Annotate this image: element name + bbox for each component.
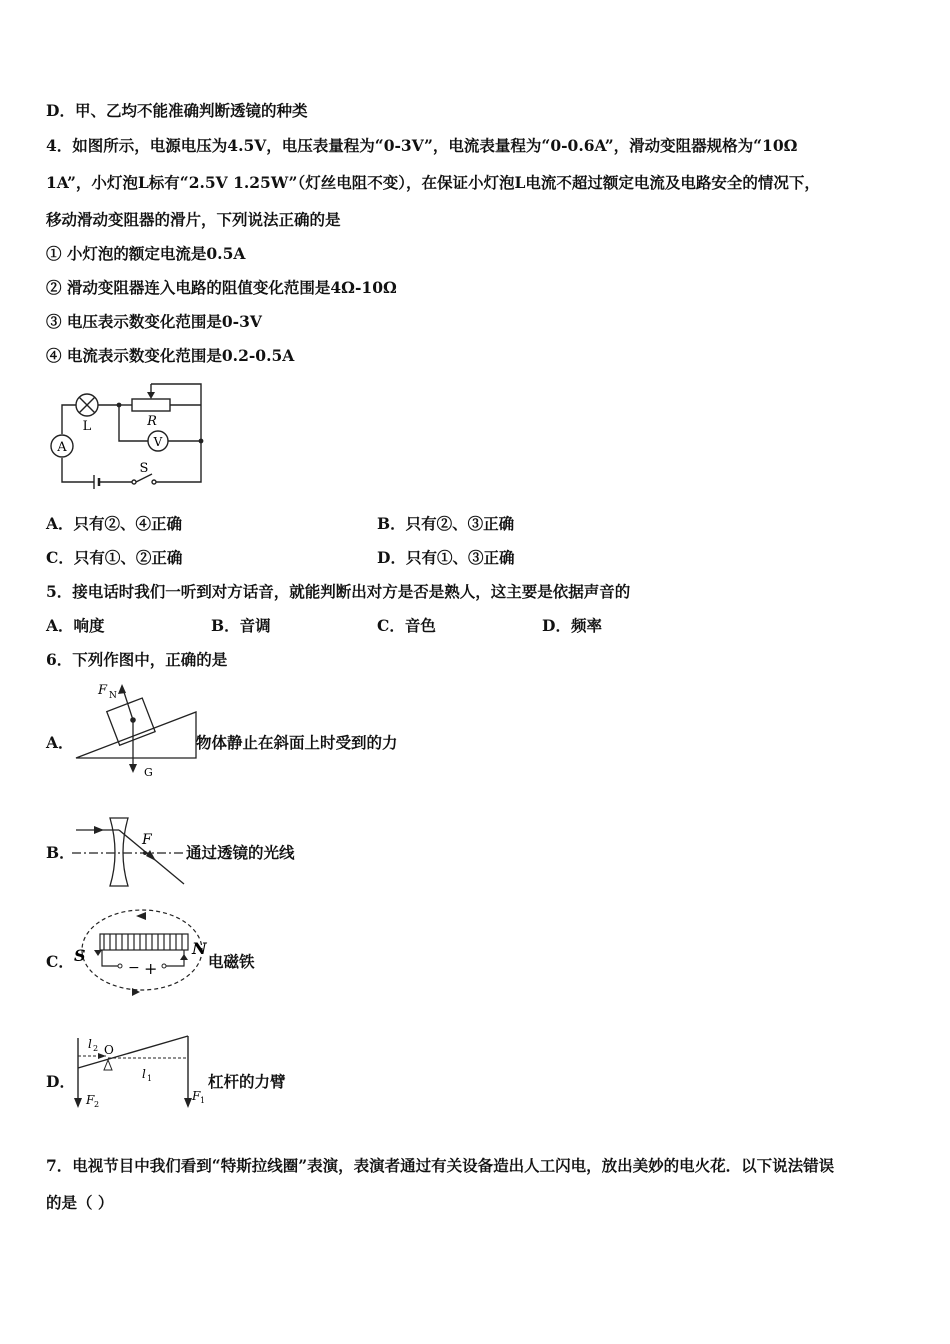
voltmeter-label: V — [153, 435, 163, 449]
q6-option-b-caption: 通过透镜的光线 — [186, 843, 295, 862]
normal-force-label: F — [98, 683, 108, 698]
force-f1-subscript: 1 — [200, 1096, 206, 1105]
q4-statement-1: ① 小灯泡的额定电流是0.5A — [46, 244, 246, 263]
switch-label: S — [139, 461, 149, 476]
q4-option-d[interactable]: D．只有①、③正确 — [377, 548, 515, 567]
force-f1-label: F — [192, 1089, 201, 1103]
arm-l1-subscript: 1 — [147, 1074, 153, 1083]
focus-label: F — [142, 832, 152, 848]
prev-question-option-d: D．甲、乙均不能准确判断透镜的种类 — [46, 101, 308, 120]
q7-text-line-2: 的是（ ） — [46, 1193, 114, 1212]
plus-terminal-label: + — [144, 959, 158, 978]
q4-text-line-2: 1A”，小灯泡L标有“2.5V 1.25W”（灯丝电阻不变），在保证小灯泡L电流不超过额定电流及电路安全的情况下， — [46, 173, 820, 192]
q5-option-a[interactable]: A．响度 — [46, 616, 105, 635]
minus-terminal-label: − — [128, 960, 140, 976]
n-pole-label: N — [192, 939, 207, 958]
q4-statement-2: ② 滑动变阻器连入电路的阻值变化范围是4Ω-10Ω — [46, 278, 397, 297]
q4-circuit-diagram — [44, 378, 214, 498]
q6-option-c-letter[interactable]: C． — [46, 952, 74, 971]
q6-question: 6．下列作图中，正确的是 — [46, 650, 228, 669]
q4-option-c[interactable]: C．只有①、②正确 — [46, 548, 183, 567]
q6-option-c-caption: 电磁铁 — [208, 952, 255, 971]
rheostat-label: R — [147, 414, 157, 429]
gravity-label: G — [144, 766, 153, 779]
q5-question: 5．接电话时我们一听到对方话音，就能判断出对方是否是熟人，这主要是依据声音的 — [46, 582, 631, 601]
arm-l2-label: l — [88, 1037, 92, 1051]
incline-force-diagram — [72, 680, 202, 780]
electromagnet-diagram — [74, 904, 214, 996]
pivot-label: O — [104, 1043, 114, 1057]
lamp-label: L — [82, 419, 92, 434]
q5-option-c[interactable]: C．音色 — [377, 616, 436, 635]
voltmeter-icon — [148, 431, 168, 451]
q6-option-b-letter[interactable]: B． — [46, 843, 75, 862]
arm-l2-subscript: 2 — [93, 1044, 99, 1053]
q4-statement-4: ④ 电流表示数变化范围是0.2-0.5A — [46, 346, 295, 365]
q5-option-d[interactable]: D．频率 — [542, 616, 602, 635]
lamp-icon — [76, 394, 98, 416]
s-pole-label: S — [74, 946, 86, 965]
q4-option-a[interactable]: A．只有②、④正确 — [46, 514, 183, 533]
q4-statement-3: ③ 电压表示数变化范围是0-3V — [46, 312, 262, 331]
lever-diagram — [72, 1030, 212, 1114]
lens-ray-diagram — [72, 812, 192, 892]
q6-option-a-caption: 物体静止在斜面上时受到的力 — [196, 733, 398, 752]
ammeter-label: A — [57, 440, 67, 455]
q4-option-b[interactable]: B．只有②、③正确 — [377, 514, 515, 533]
arm-l1-label: l — [142, 1067, 146, 1081]
top-field-arrow-icon — [136, 912, 146, 920]
q6-option-d-caption: 杠杆的力臂 — [208, 1072, 286, 1091]
q4-text-line-1: 4．如图所示，电源电压为4.5V，电压表量程为“0-3V”，电流表量程为“0-0.6A”，滑动变阻器规格为“10Ω — [46, 136, 798, 155]
force-f2-label: F — [86, 1093, 95, 1107]
q7-text-line-1: 7．电视节目中我们看到“特斯拉线圈”表演，表演者通过有关设备造出人工闪电，放出美妙的电火花．以下说法错误 — [46, 1156, 835, 1175]
q6-option-d-letter[interactable]: D． — [46, 1072, 75, 1091]
ammeter-icon — [51, 435, 73, 457]
normal-force-subscript: N — [109, 691, 117, 701]
q5-option-b[interactable]: B．音调 — [211, 616, 271, 635]
q6-option-a-letter[interactable]: A． — [46, 733, 74, 752]
force-f2-subscript: 2 — [94, 1100, 100, 1109]
q4-text-line-3: 移动滑动变阻器的滑片，下列说法正确的是 — [46, 210, 341, 229]
